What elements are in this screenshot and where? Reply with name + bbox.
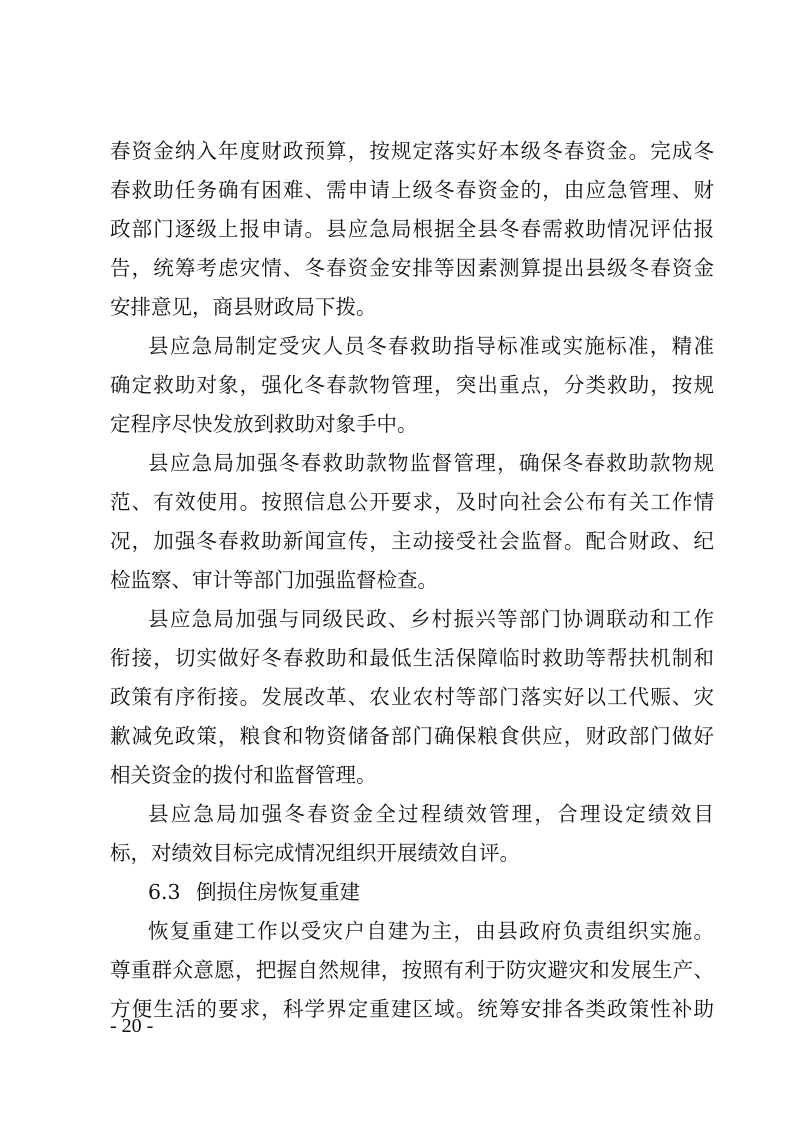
section-heading	[148, 880, 360, 904]
page-number: - 20 -	[110, 1015, 154, 1037]
text-line: 县应急局加强冬春资金全过程绩效管理，合理设定绩效目	[148, 802, 714, 826]
text-line: 安排意见，商县财政局下拨。	[110, 295, 377, 319]
text-line: 衔接，切实做好冬春救助和最低生活保障临时救助等帮扶机制和	[110, 646, 714, 670]
text-line: 县应急局加强与同级民政、乡村振兴等部门协调联动和工作	[148, 607, 714, 631]
text-line: 定程序尽快发放到救助对象手中。	[110, 412, 418, 436]
section-title: 倒损住房恢复重建	[196, 880, 360, 904]
text-line: 检监察、审计等部门加强监督检查。	[110, 568, 438, 592]
text-line: 相关资金的拨付和监督管理。	[110, 763, 377, 787]
text-line: 范、有效使用。按照信息公开要求，及时向社会公布有关工作情	[110, 490, 714, 514]
section-number: 6.3	[148, 880, 181, 904]
text-line: 尊重群众意愿，把握自然规律，按照有利于防灾避灾和发展生产、	[110, 958, 714, 982]
text-line: 春救助任务确有困难、需申请上级冬春资金的，由应急管理、财	[110, 178, 714, 202]
text-line: 县应急局加强冬春救助款物监督管理，确保冬春救助款物规	[148, 451, 714, 475]
text-line: 政策有序衔接。发展改革、农业农村等部门落实好以工代赈、灾	[110, 685, 714, 709]
text-line: 政部门逐级上报申请。县应急局根据全县冬春需救助情况评估报	[110, 217, 714, 241]
text-line: 确定救助对象，强化冬春款物管理，突出重点，分类救助，按规	[110, 373, 714, 397]
text-line: 告，统筹考虑灾情、冬春资金安排等因素测算提出县级冬春资金	[110, 256, 714, 280]
text-line: 恢复重建工作以受灾户自建为主，由县政府负责组织实施。	[148, 919, 714, 943]
text-line: 标，对绩效目标完成情况组织开展绩效自评。	[110, 841, 520, 865]
text-line: 春资金纳入年度财政预算，按规定落实好本级冬春资金。完成冬	[110, 139, 714, 163]
text-line: 方便生活的要求，科学界定重建区域。统筹安排各类政策性补助	[110, 997, 714, 1021]
text-line: 县应急局制定受灾人员冬春救助指导标准或实施标准，精准	[148, 334, 714, 358]
text-line: 况，加强冬春救助新闻宣传，主动接受社会监督。配合财政、纪	[110, 529, 714, 553]
text-line: 歉减免政策，粮食和物资储备部门确保粮食供应，财政部门做好	[110, 724, 714, 748]
